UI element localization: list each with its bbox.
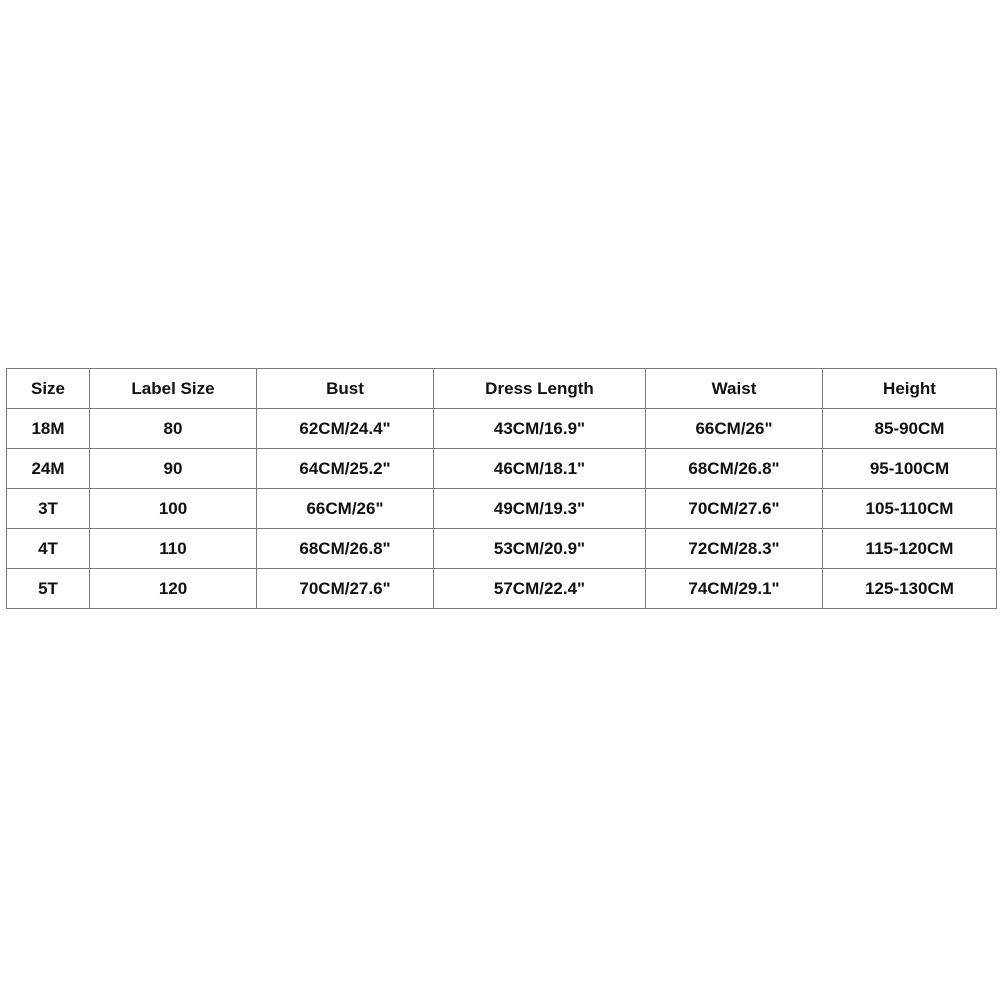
- cell-dress-length: 53CM/20.9": [434, 529, 646, 569]
- cell-bust: 64CM/25.2": [257, 449, 434, 489]
- cell-label-size: 90: [90, 449, 257, 489]
- cell-label-size: 80: [90, 409, 257, 449]
- cell-dress-length: 46CM/18.1": [434, 449, 646, 489]
- cell-dress-length: 43CM/16.9": [434, 409, 646, 449]
- header-label-size: Label Size: [90, 369, 257, 409]
- header-size: Size: [7, 369, 90, 409]
- table-row: [7, 409, 997, 449]
- cell-size: 5T: [7, 569, 90, 609]
- cell-bust: 62CM/24.4": [257, 409, 434, 449]
- cell-height: 125-130CM: [823, 569, 997, 609]
- cell-waist: 70CM/27.6": [646, 489, 823, 529]
- cell-label-size: 110: [90, 529, 257, 569]
- table-header-row: [7, 369, 997, 409]
- table-row: [7, 489, 997, 529]
- table-row: [7, 569, 997, 609]
- cell-waist: 66CM/26": [646, 409, 823, 449]
- cell-dress-length: 57CM/22.4": [434, 569, 646, 609]
- cell-height: 115-120CM: [823, 529, 997, 569]
- cell-height: 105-110CM: [823, 489, 997, 529]
- cell-waist: 68CM/26.8": [646, 449, 823, 489]
- cell-waist: 72CM/28.3": [646, 529, 823, 569]
- cell-bust: 68CM/26.8": [257, 529, 434, 569]
- cell-bust: 70CM/27.6": [257, 569, 434, 609]
- table-row: [7, 449, 997, 489]
- size-chart-table: [6, 368, 997, 609]
- cell-size: 24M: [7, 449, 90, 489]
- cell-height: 95-100CM: [823, 449, 997, 489]
- header-height: Height: [823, 369, 997, 409]
- cell-size: 18M: [7, 409, 90, 449]
- table-row: [7, 529, 997, 569]
- cell-waist: 74CM/29.1": [646, 569, 823, 609]
- cell-height: 85-90CM: [823, 409, 997, 449]
- cell-label-size: 100: [90, 489, 257, 529]
- header-waist: Waist: [646, 369, 823, 409]
- cell-size: 4T: [7, 529, 90, 569]
- cell-label-size: 120: [90, 569, 257, 609]
- cell-dress-length: 49CM/19.3": [434, 489, 646, 529]
- header-dress-length: Dress Length: [434, 369, 646, 409]
- cell-bust: 66CM/26": [257, 489, 434, 529]
- header-bust: Bust: [257, 369, 434, 409]
- cell-size: 3T: [7, 489, 90, 529]
